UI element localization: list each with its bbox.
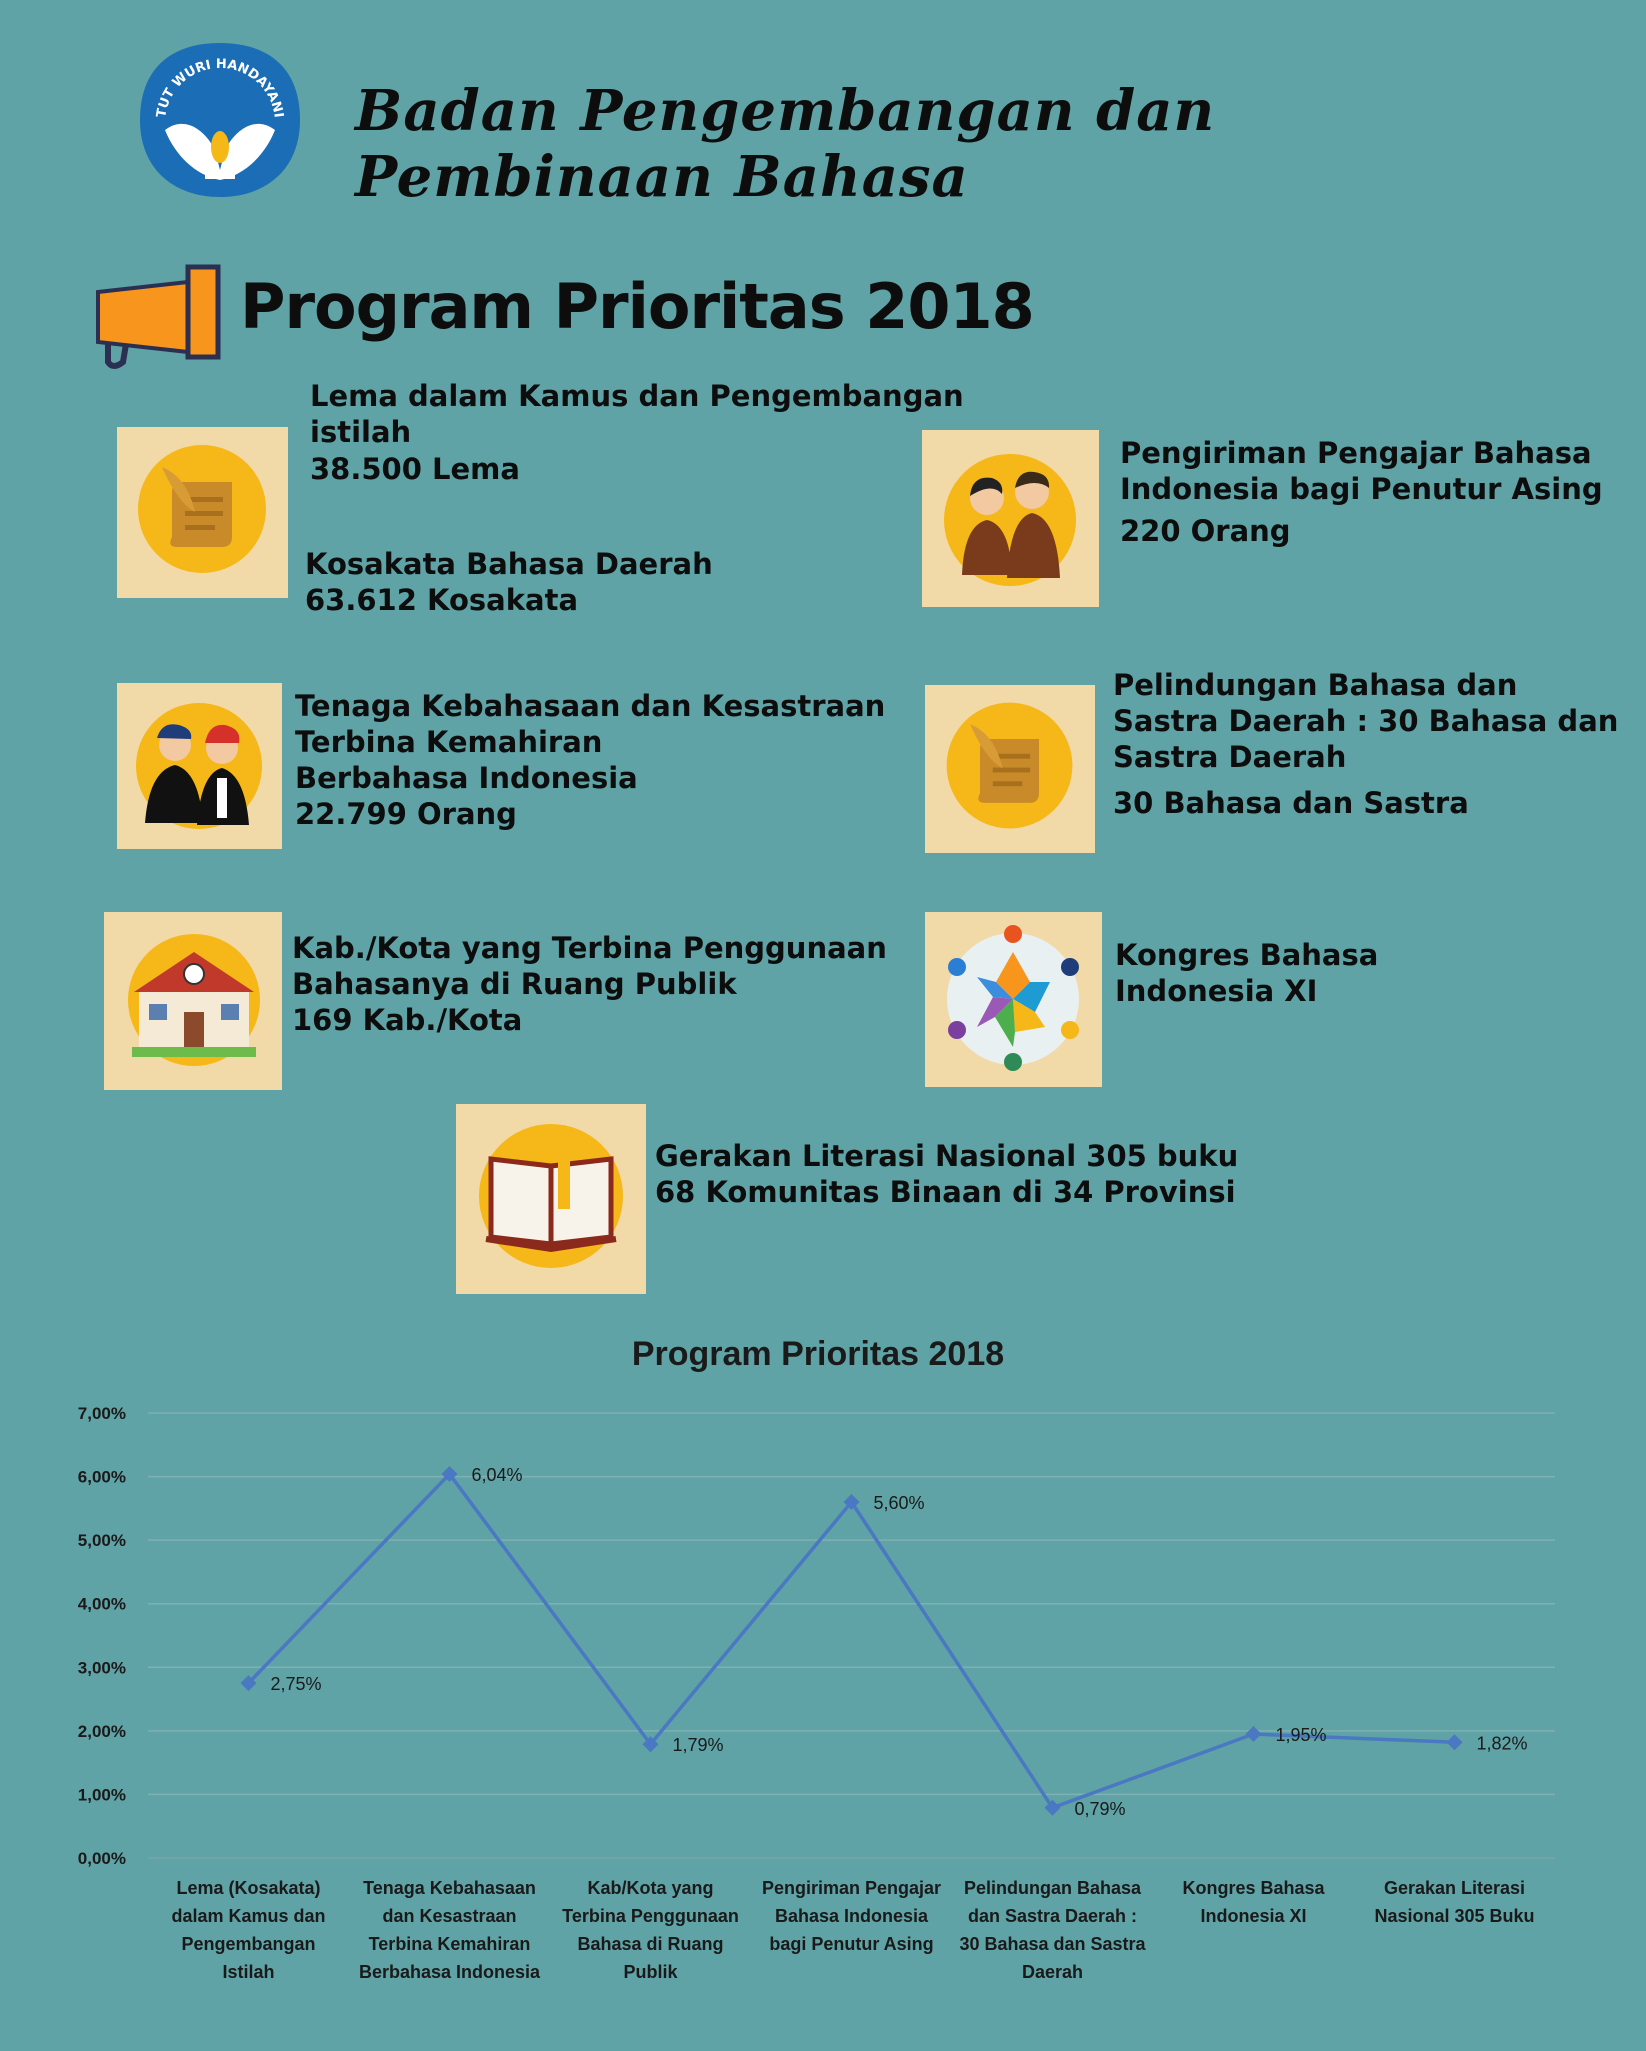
data-label: 5,60%: [873, 1493, 925, 1513]
program-literasi-text: [655, 1138, 1238, 1210]
data-label: 1,95%: [1275, 1725, 1327, 1746]
people-icon: [117, 683, 282, 849]
program-tenaga-line3: Berbahasa Indonesia: [295, 761, 638, 795]
y-tick-label: 7,00%: [77, 1404, 126, 1423]
program-kamus-text: [310, 378, 964, 487]
logo-text: TUT WURI HANDAYANI: [154, 56, 286, 119]
data-label: 1,82%: [1476, 1733, 1528, 1754]
y-tick-label: 0,00%: [77, 1849, 126, 1868]
program-kosakata-value: 63.612 Kosakata: [305, 583, 579, 617]
y-tick-label: 2,00%: [77, 1721, 126, 1741]
building-icon: [104, 912, 282, 1090]
section-title: Program Prioritas 2018: [240, 270, 1034, 343]
program-kabkota-line1: Kab./Kota yang Terbina Penggunaan: [292, 931, 887, 965]
program-kongres-line2: Indonesia XI: [1115, 974, 1318, 1008]
program-card-pengajar: [922, 430, 1099, 607]
program-kabkota-text: [292, 930, 887, 1038]
program-pelindungan-line1: Pelindungan Bahasa dan: [1113, 668, 1518, 702]
x-category-label: Kab/Kota yang Terbina Penggunaan Bahasa di Ruang Publik: [562, 1878, 739, 1982]
program-kosakata-line1: Kosakata Bahasa Daerah: [305, 547, 713, 581]
program-kongres-text: [1115, 937, 1378, 1009]
chart-svg: [0, 1320, 1646, 2047]
program-tenaga-value: 22.799 Orang: [295, 797, 517, 831]
program-card-kabkota: [104, 912, 282, 1090]
program-card-pelindungan: [925, 685, 1095, 853]
data-label: 1,79%: [672, 1735, 724, 1756]
program-pengajar-line1: Pengiriman Pengajar Bahasa: [1120, 436, 1592, 470]
program-kabkota-value: 169 Kab./Kota: [292, 1003, 523, 1037]
data-label: 6,04%: [471, 1465, 523, 1486]
y-tick-label: 4,00%: [77, 1594, 126, 1614]
program-kongres-line1: Kongres Bahasa: [1115, 938, 1379, 972]
x-category-label: Kongres Bahasa Indonesia XI: [1182, 1878, 1325, 1926]
y-tick-label: 5,00%: [77, 1531, 126, 1551]
scroll-quill-icon: [117, 427, 288, 598]
data-label: 0,79%: [1074, 1798, 1126, 1819]
program-pelindungan-value: 30 Bahasa dan Sastra: [1113, 786, 1469, 820]
program-kabkota-line2: Bahasanya di Ruang Publik: [292, 967, 737, 1001]
y-tick-label: 1,00%: [77, 1785, 126, 1805]
program-pelindungan-line2: Sastra Daerah : 30 Bahasa dan: [1113, 704, 1619, 738]
megaphone-icon: [88, 262, 238, 372]
congress-circle-icon: [925, 912, 1102, 1087]
program-pengajar-text: [1120, 435, 1603, 549]
x-category-label: Pelindungan Bahasa dan Sastra Daerah : 30 Bahasa dan Sastra Daerah: [959, 1878, 1146, 1982]
program-card-literasi: [456, 1104, 646, 1294]
logo: [135, 35, 305, 205]
scroll-quill-icon: [925, 685, 1095, 853]
series-line: [249, 1474, 1455, 1808]
program-pengajar-line2: Indonesia bagi Penutur Asing: [1120, 472, 1603, 506]
x-category-label: Pengiriman Pengajar Bahasa Indonesia bagi Penutur Asing: [761, 1878, 942, 1954]
y-tick-label: 6,00%: [77, 1467, 126, 1487]
program-tenaga-line1: Tenaga Kebahasaan dan Kesastraan: [295, 689, 886, 723]
x-category-label: Gerakan Literasi Nasional 305 Buku: [1374, 1878, 1535, 1926]
data-label: 2,75%: [270, 1674, 322, 1695]
chart-title: Program Prioritas 2018: [631, 1335, 1005, 1373]
data-point: [1447, 1734, 1463, 1750]
program-pengajar-value: 220 Orang: [1120, 514, 1291, 548]
program-card-kamus: [117, 427, 288, 598]
program-tenaga-text: [295, 688, 885, 832]
program-kosakata-text: [305, 546, 713, 618]
org-title: Badan Pengembangan dan Pembinaan Bahasa: [355, 78, 1216, 210]
line-chart: [0, 1320, 1646, 2047]
program-card-kongres: [925, 912, 1102, 1087]
program-kamus-value: 38.500 Lema: [310, 452, 520, 486]
x-category-label: Lema (Kosakata) dalam Kamus dan Pengembangan Istilah: [171, 1878, 326, 1982]
y-tick-label: 3,00%: [77, 1658, 126, 1678]
book-icon: [456, 1104, 646, 1294]
program-literasi-line2: 68 Komunitas Binaan di 34 Provinsi: [655, 1175, 1236, 1209]
data-point: [1246, 1726, 1262, 1742]
program-kamus-line2: istilah: [310, 415, 412, 449]
program-pelindungan-line3: Sastra Daerah: [1113, 740, 1347, 774]
program-card-tenaga: [117, 683, 282, 849]
program-pelindungan-text: [1113, 667, 1618, 821]
teachers-icon: [922, 430, 1099, 607]
program-tenaga-line2: Terbina Kemahiran: [295, 725, 603, 759]
x-category-label: Tenaga Kebahasaan dan Kesastraan Terbina Kemahiran Berbahasa Indonesia: [358, 1878, 541, 1982]
program-kamus-line1: Lema dalam Kamus dan Pengembangan: [310, 379, 964, 413]
program-literasi-line1: Gerakan Literasi Nasional 305 buku: [655, 1139, 1239, 1173]
